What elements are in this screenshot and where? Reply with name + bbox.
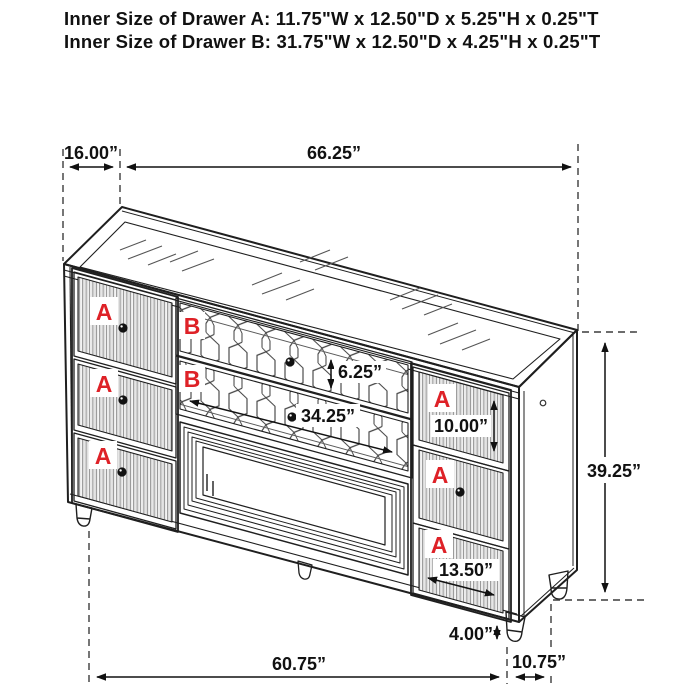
drawer-label-a: A [95,371,113,397]
dim-drawer-a-width: 13.50” [438,560,494,580]
drawer-label-a: A [431,462,449,488]
drawer-b-inner-size-text: Inner Size of Drawer B: 31.75"W x 12.50"D x 4.25"H x 0.25"T [64,31,601,52]
drawer-a-inner-size-text: Inner Size of Drawer A: 11.75"W x 12.50"D x 5.25"H x 0.25"T [64,8,599,29]
dim-drawer-a-height: 10.00” [433,416,489,436]
dim-front-width: 60.75” [271,654,327,674]
back-right-leg [549,571,568,599]
dim-drawer-b-height: 6.25” [337,362,383,382]
knob [118,323,127,332]
side-pin-hole [540,400,546,406]
drawer-label-b: B [183,313,201,339]
dim-top-width: 66.25” [306,143,362,163]
dim-side-depth: 10.75” [511,652,567,672]
knob [285,357,294,366]
drawer-label-b: B [183,366,201,392]
knob [118,395,127,404]
drawer-label-a: A [94,443,112,469]
dim-overall-height: 39.25” [586,461,642,481]
dim-top-depth: 16.00” [63,143,119,163]
knob [455,487,464,496]
knob [117,467,126,476]
side-panel [519,330,577,622]
drawer-label-a: A [433,386,451,412]
door-reflection-ticks [207,474,213,496]
drawer-label-a: A [95,299,113,325]
drawer-label-a: A [430,532,448,558]
dim-leg-height: 4.00” [448,624,494,644]
dim-drawer-b-width: 34.25” [300,406,356,426]
front-left-leg [76,504,92,526]
knob [287,412,296,421]
